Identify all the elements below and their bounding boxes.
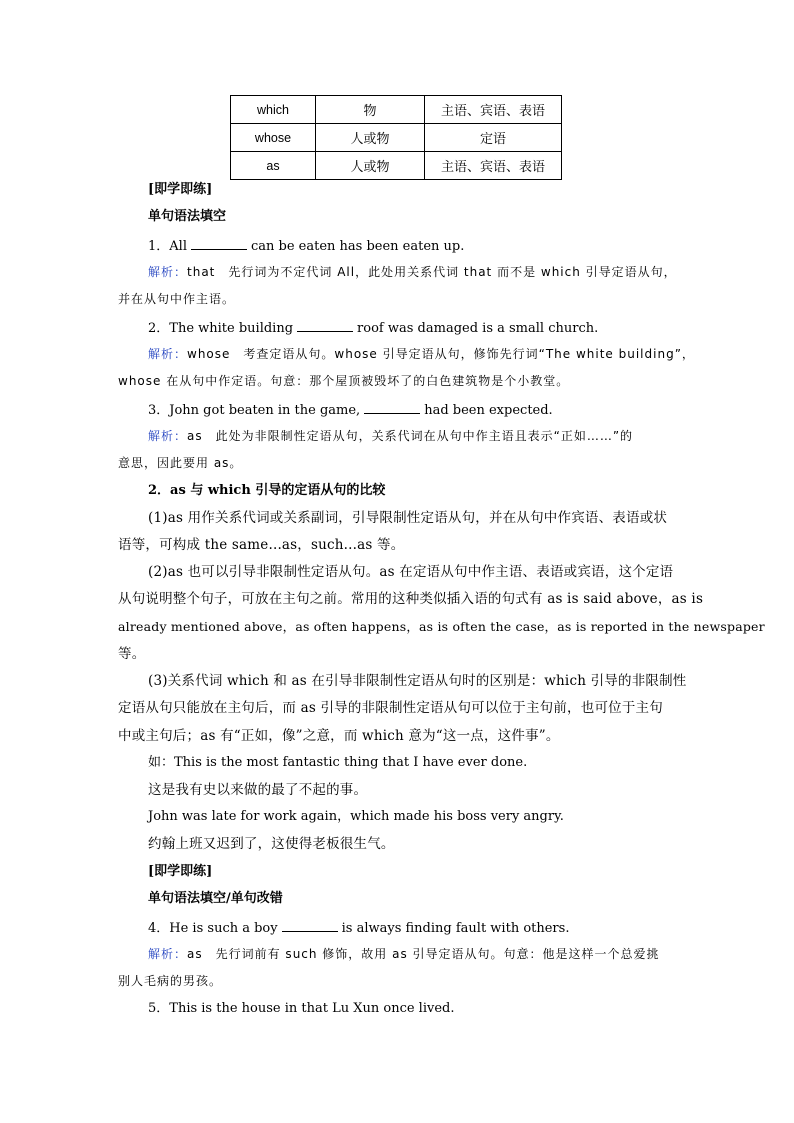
table-cell: 主语、宾语、表语	[425, 152, 562, 180]
answer-blank	[364, 400, 420, 414]
question-text: 4．He is such a boy	[148, 921, 278, 936]
example-sentence: 如：This is the most fantastic thing that I have ever done.	[148, 755, 528, 770]
exercise-heading: 单句语法填空/单句改错	[148, 891, 283, 906]
answer-text: whose 考查定语从句。whose 引导定语从句，修饰先行词“The white building”，	[187, 347, 695, 361]
practice-heading: [即学即练]	[148, 864, 213, 879]
answer-blank	[282, 918, 338, 932]
question-1	[148, 236, 708, 256]
paragraph-line: 等。	[118, 646, 146, 662]
question-text: 3．John got beaten in the game,	[148, 403, 361, 418]
table-cell: 人或物	[316, 124, 425, 152]
table-cell: 人或物	[316, 152, 425, 180]
answer-text: 别人毛病的男孩。	[118, 974, 223, 988]
example-sentence: John was late for work again，which made his boss very angry.	[148, 809, 564, 824]
practice-heading: [即学即练]	[148, 182, 213, 197]
answer-blank	[191, 236, 247, 250]
question-text: can be eaten has been eaten up.	[250, 239, 465, 254]
example-translation: 这是我有史以来做的最了不起的事。	[148, 782, 368, 798]
table-cell: 主语、宾语、表语	[425, 96, 562, 124]
answer-explanation	[148, 945, 708, 963]
question-text: 1．All	[148, 239, 187, 254]
table-cell: as	[231, 152, 316, 180]
paragraph-line: (1)as 用作关系代词或关系副词，引导限制性定语从句，并在从句中作宾语、表语或状	[148, 510, 668, 526]
table-row	[231, 96, 562, 124]
question-text: 2．The white building	[148, 321, 294, 336]
paragraph-line: 中或主句后；as 有“正如，像”之意，而 which 意为“这一点，这件事”。	[118, 728, 560, 744]
answer-explanation	[148, 345, 708, 363]
answer-text: that 先行词为不定代词 All，此处用关系代词 that 而不是 which 引导定语从句，	[187, 265, 677, 279]
answer-text: 意思，因此要用 as。	[118, 456, 243, 470]
answer-text: 并在从句中作主语。	[118, 292, 236, 306]
question-3	[148, 400, 708, 420]
example-translation: 约翰上班又迟到了，这使得老板很生气。	[148, 836, 395, 852]
table-cell: 物	[316, 96, 425, 124]
paragraph-line: 从句说明整个句子，可放在主句之前。常用的这种类似插入语的句式有 as is said above，as is	[118, 591, 704, 607]
answer-text: as 此处为非限制性定语从句，关系代词在从句中作主语且表示“正如……”的	[187, 429, 634, 443]
paragraph-line: (2)as 也可以引导非限制性定语从句。as 在定语从句中作主语、表语或宾语，这个定语	[148, 564, 674, 580]
answer-blank	[297, 318, 353, 332]
answer-label: 解析：	[148, 429, 188, 443]
relative-pronoun-table	[230, 95, 562, 180]
answer-label: 解析：	[148, 947, 188, 961]
question-text: had been expected.	[424, 403, 553, 418]
question-text: is always finding fault with others.	[341, 921, 570, 936]
question-4	[148, 918, 708, 938]
answer-text: whose 在从句中作定语。句意：那个屋顶被毁坏了的白色建筑物是个小教堂。	[118, 374, 570, 388]
answer-explanation	[148, 263, 708, 281]
paragraph-line: 语等，可构成 the same...as，such...as 等。	[118, 537, 405, 553]
question-2	[148, 318, 708, 338]
answer-text: as 先行词前有 such 修饰，故用 as 引导定语从句。句意：他是这样一个总爱挑	[187, 947, 660, 961]
section-title: 2．as 与 which 引导的定语从句的比较	[148, 483, 386, 498]
answer-label: 解析：	[148, 347, 188, 361]
question-5: 5．This is the house in that Lu Xun once lived.	[148, 1001, 455, 1016]
paragraph-line: already mentioned above，as often happens，as is often the case，as is reported in the newspaper	[118, 619, 765, 634]
answer-explanation	[148, 427, 708, 445]
table-row	[231, 124, 562, 152]
table-row	[231, 152, 562, 180]
paragraph-line: 定语从句只能放在主句后，而 as 引导的非限制性定语从句可以位于主句前，也可位于主句	[118, 700, 663, 716]
paragraph-line: (3)关系代词 which 和 as 在引导非限制性定语从句时的区别是：which 引导的非限制性	[148, 673, 687, 689]
answer-label: 解析：	[148, 265, 188, 279]
exercise-heading: 单句语法填空	[148, 209, 227, 224]
table-cell: 定语	[425, 124, 562, 152]
question-text: roof was damaged is a small church.	[357, 321, 599, 336]
table-cell: which	[231, 96, 316, 124]
table-cell: whose	[231, 124, 316, 152]
